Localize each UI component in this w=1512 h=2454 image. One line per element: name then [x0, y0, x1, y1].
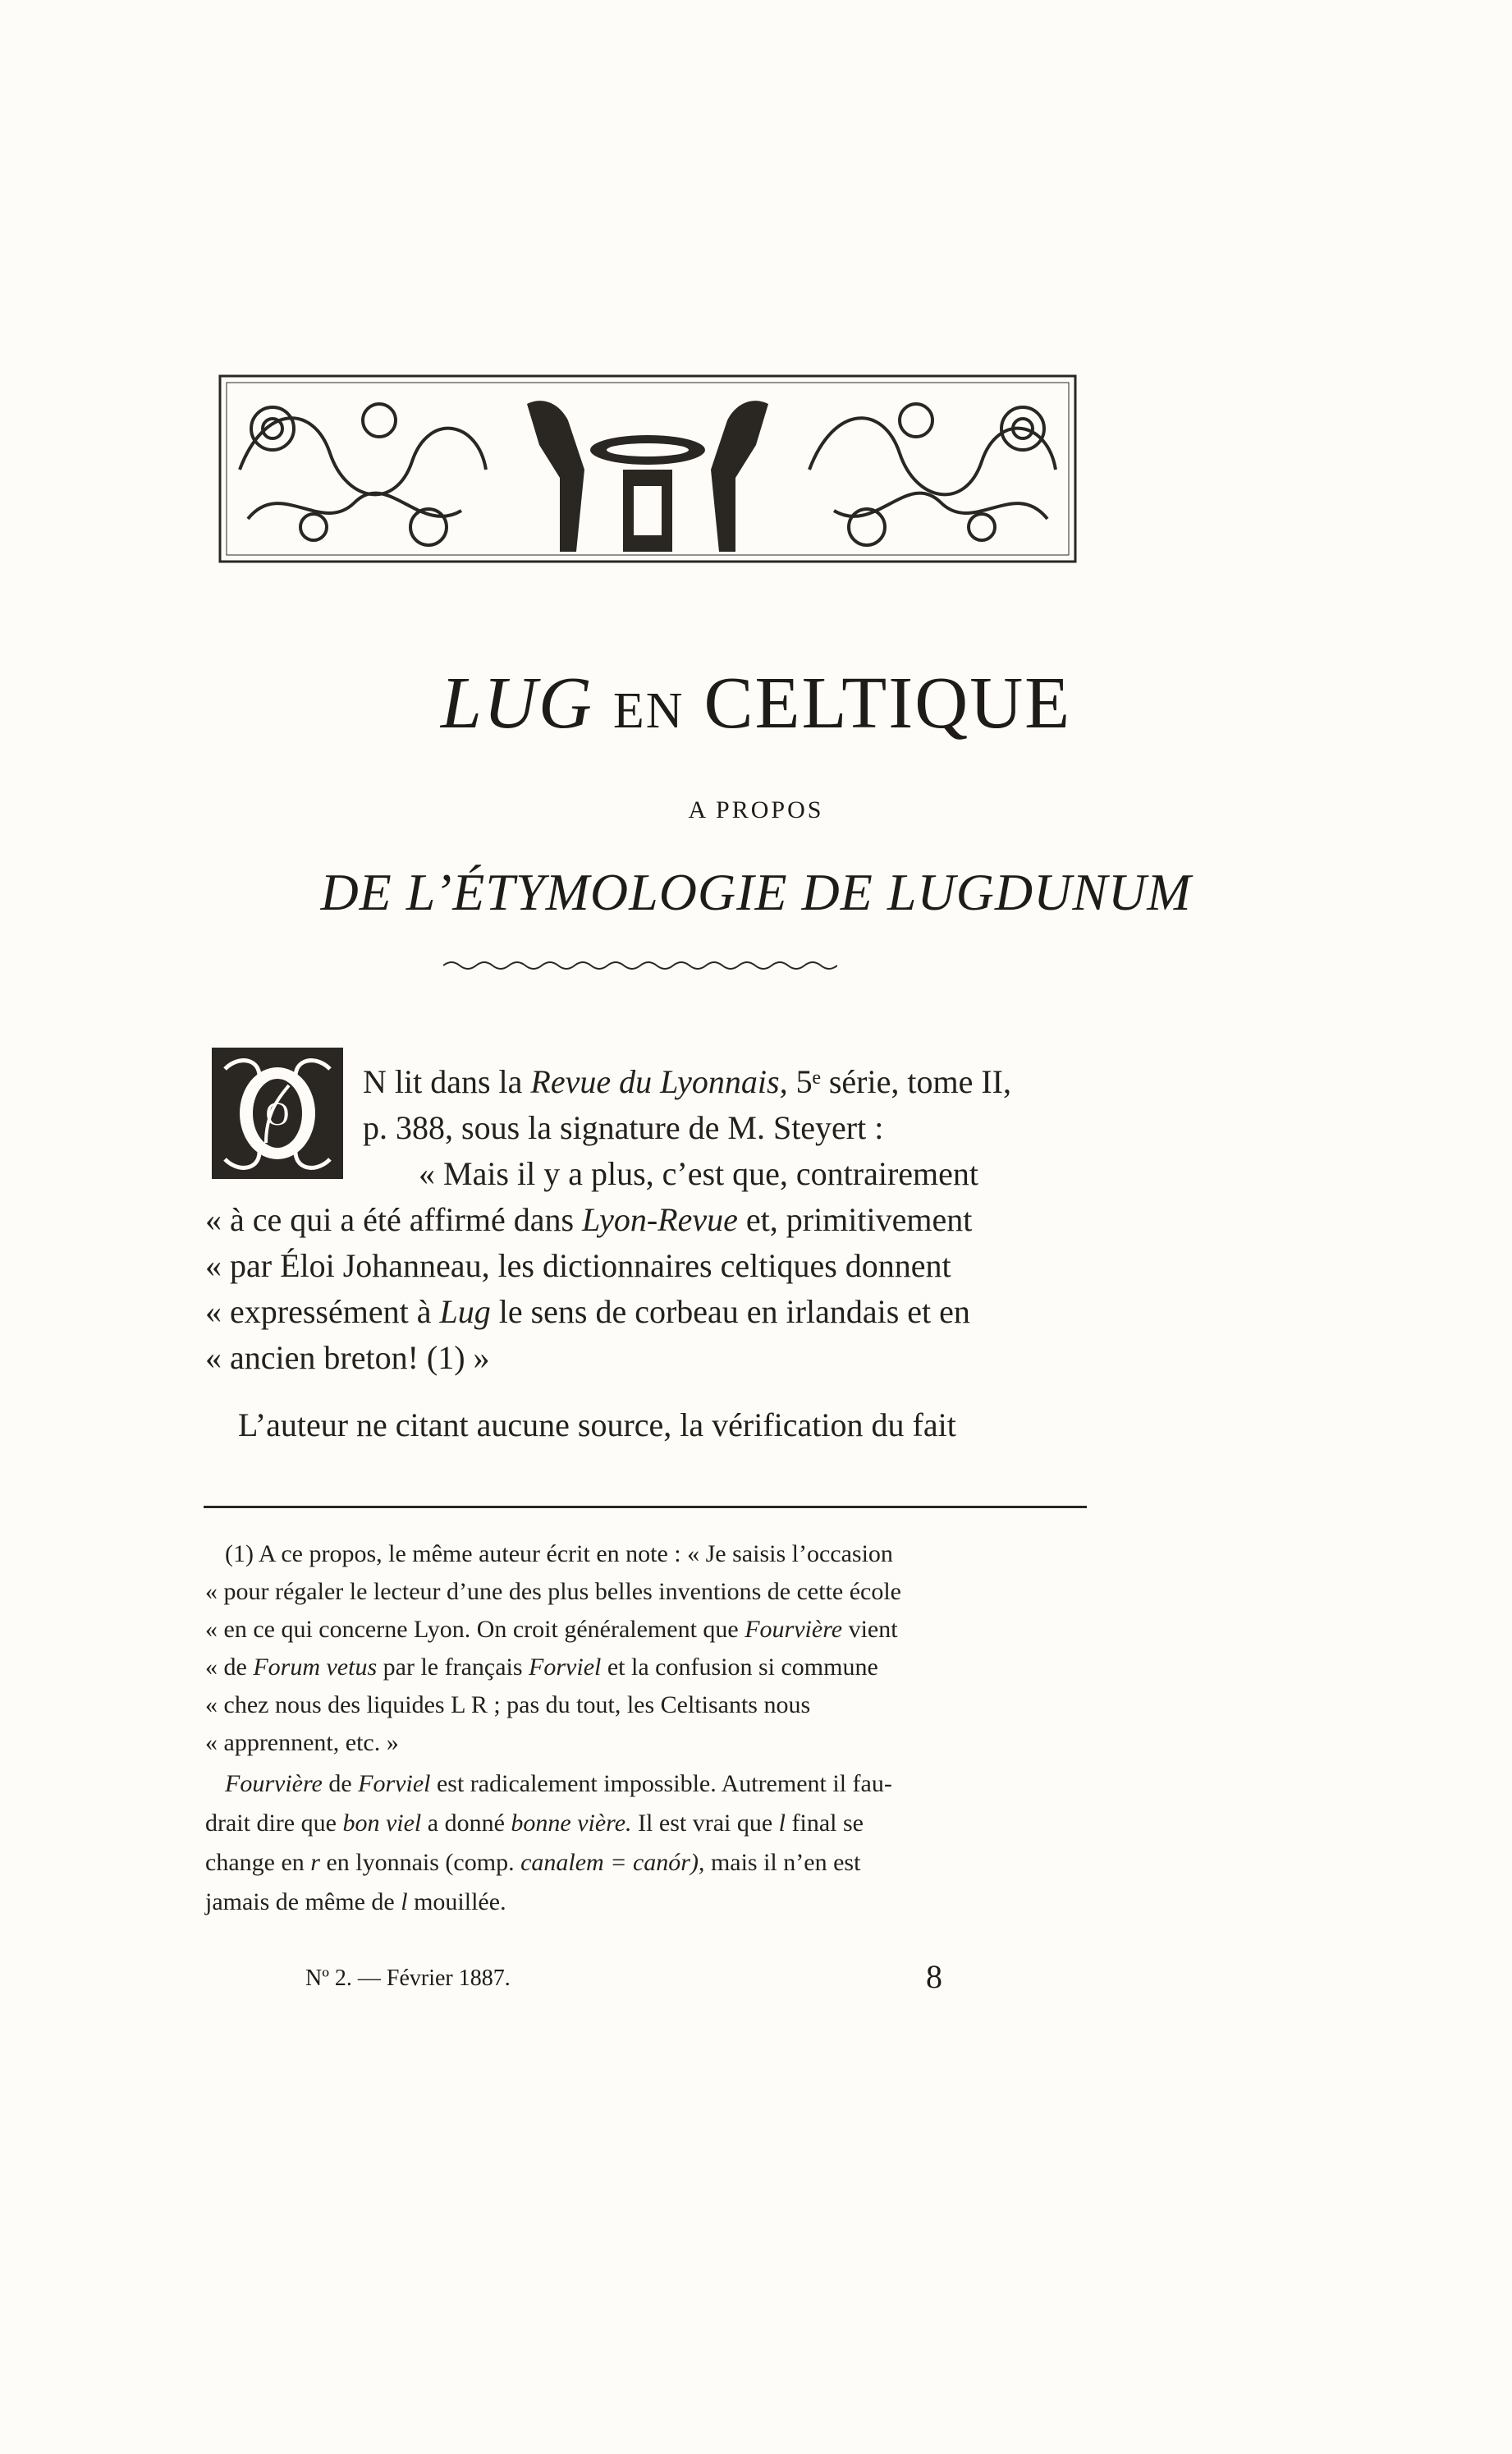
text: de: [322, 1770, 359, 1797]
subtitle-apropos: A PROPOS: [688, 796, 824, 823]
body-line-3: « Mais il y a plus, c’est que, contrairement: [419, 1155, 979, 1192]
italic-text: Forum vetus: [253, 1654, 378, 1681]
italic-text: Lyon-Revue: [582, 1201, 738, 1238]
text: « expressément à: [205, 1293, 440, 1330]
note-line-3: [205, 1616, 898, 1644]
body-line-5: « par Éloi Johanneau, les dictionnaires celtiques donnent: [205, 1247, 951, 1284]
body-line-7: « ancien breton! (1) »: [205, 1339, 490, 1376]
article-title: [0, 663, 1512, 744]
text: drait dire que: [205, 1810, 343, 1837]
body-line-6: [205, 1289, 970, 1335]
text: N lit dans la: [363, 1063, 531, 1100]
drop-cap-letter: O: [265, 1095, 290, 1132]
note-line-1: (1) A ce propos, le même auteur écrit en note : « Je saisis l’occasion: [225, 1540, 893, 1567]
text: mouillée.: [407, 1888, 506, 1915]
italic-text: Fourvière: [225, 1770, 323, 1797]
text: en lyonnais (comp.: [319, 1849, 521, 1876]
ornate-drop-cap-icon: [208, 1044, 346, 1182]
text: change en: [205, 1849, 311, 1876]
body-line-2: p. 388, sous la signature de M. Steyert :: [363, 1109, 884, 1146]
title-part-celtique: CELTIQUE: [703, 663, 1072, 744]
title-part-lug: LUG: [440, 663, 593, 744]
body-line-1: [363, 1059, 1085, 1105]
wavy-divider-icon: [443, 957, 837, 974]
italic-text: bon viel: [342, 1810, 422, 1837]
text: Il est vrai que: [631, 1810, 779, 1837]
note-line-7: [225, 1770, 892, 1798]
note-line-5: « chez nous des liquides L R ; pas du tout, les Celtisants nous: [205, 1691, 811, 1718]
text: et, primitivement: [737, 1201, 973, 1238]
text: 5ᵉ série, tome II,: [787, 1063, 1011, 1100]
note-line-9: [205, 1849, 860, 1877]
italic-text: r: [310, 1849, 320, 1876]
note-line-10: [205, 1888, 506, 1916]
body-line-4: [205, 1197, 972, 1243]
body-line-8: L’auteur ne citant aucune source, la vérification du fait: [238, 1406, 956, 1443]
article-subtitle: DE L’ÉTYMOLOGIE DE LUGDUNUM: [320, 863, 1192, 921]
text: « à ce qui a été affirmé dans: [205, 1201, 583, 1238]
italic-text: l: [401, 1888, 408, 1915]
text: vient: [842, 1616, 898, 1643]
text: « en ce qui concerne Lyon. On croit généralement que: [205, 1616, 745, 1643]
italic-text: Forviel: [358, 1770, 431, 1797]
italic-text: canalem = canór),: [520, 1849, 705, 1876]
italic-text: Forviel: [529, 1654, 602, 1681]
note-line-2: « pour régaler le lecteur d’une des plus belles inventions de cette école: [205, 1578, 901, 1605]
italic-text: Lug: [439, 1293, 491, 1330]
italic-text: Fourvière: [745, 1616, 843, 1643]
text: et la confusion si commune: [601, 1654, 878, 1681]
issue-footer: Nº 2. — Février 1887.: [305, 1965, 511, 1991]
footnote-rule: [204, 1506, 1087, 1508]
note-line-6: « apprennent, etc. »: [205, 1729, 399, 1756]
note-line-8: [205, 1810, 864, 1837]
text: le sens de corbeau en irlandais et en: [490, 1293, 970, 1330]
note-line-4: [205, 1654, 878, 1681]
text: final se: [786, 1810, 864, 1837]
page-number: 8: [926, 1958, 942, 1995]
text: mais il n’en est: [704, 1849, 861, 1876]
italic-text: l: [778, 1810, 786, 1837]
text: jamais de même de: [205, 1888, 401, 1915]
ornamental-foliage-headpiece-icon: [215, 371, 1080, 566]
title-part-en: EN: [612, 683, 685, 739]
text: « de: [205, 1654, 254, 1681]
text: est radicalement impossible. Autrement il fau-: [430, 1770, 892, 1797]
italic-text: bonne vière.: [511, 1810, 632, 1837]
italic-text: Revue du Lyonnais,: [530, 1063, 788, 1100]
text: a donné: [421, 1810, 511, 1837]
text: par le français: [377, 1654, 529, 1681]
